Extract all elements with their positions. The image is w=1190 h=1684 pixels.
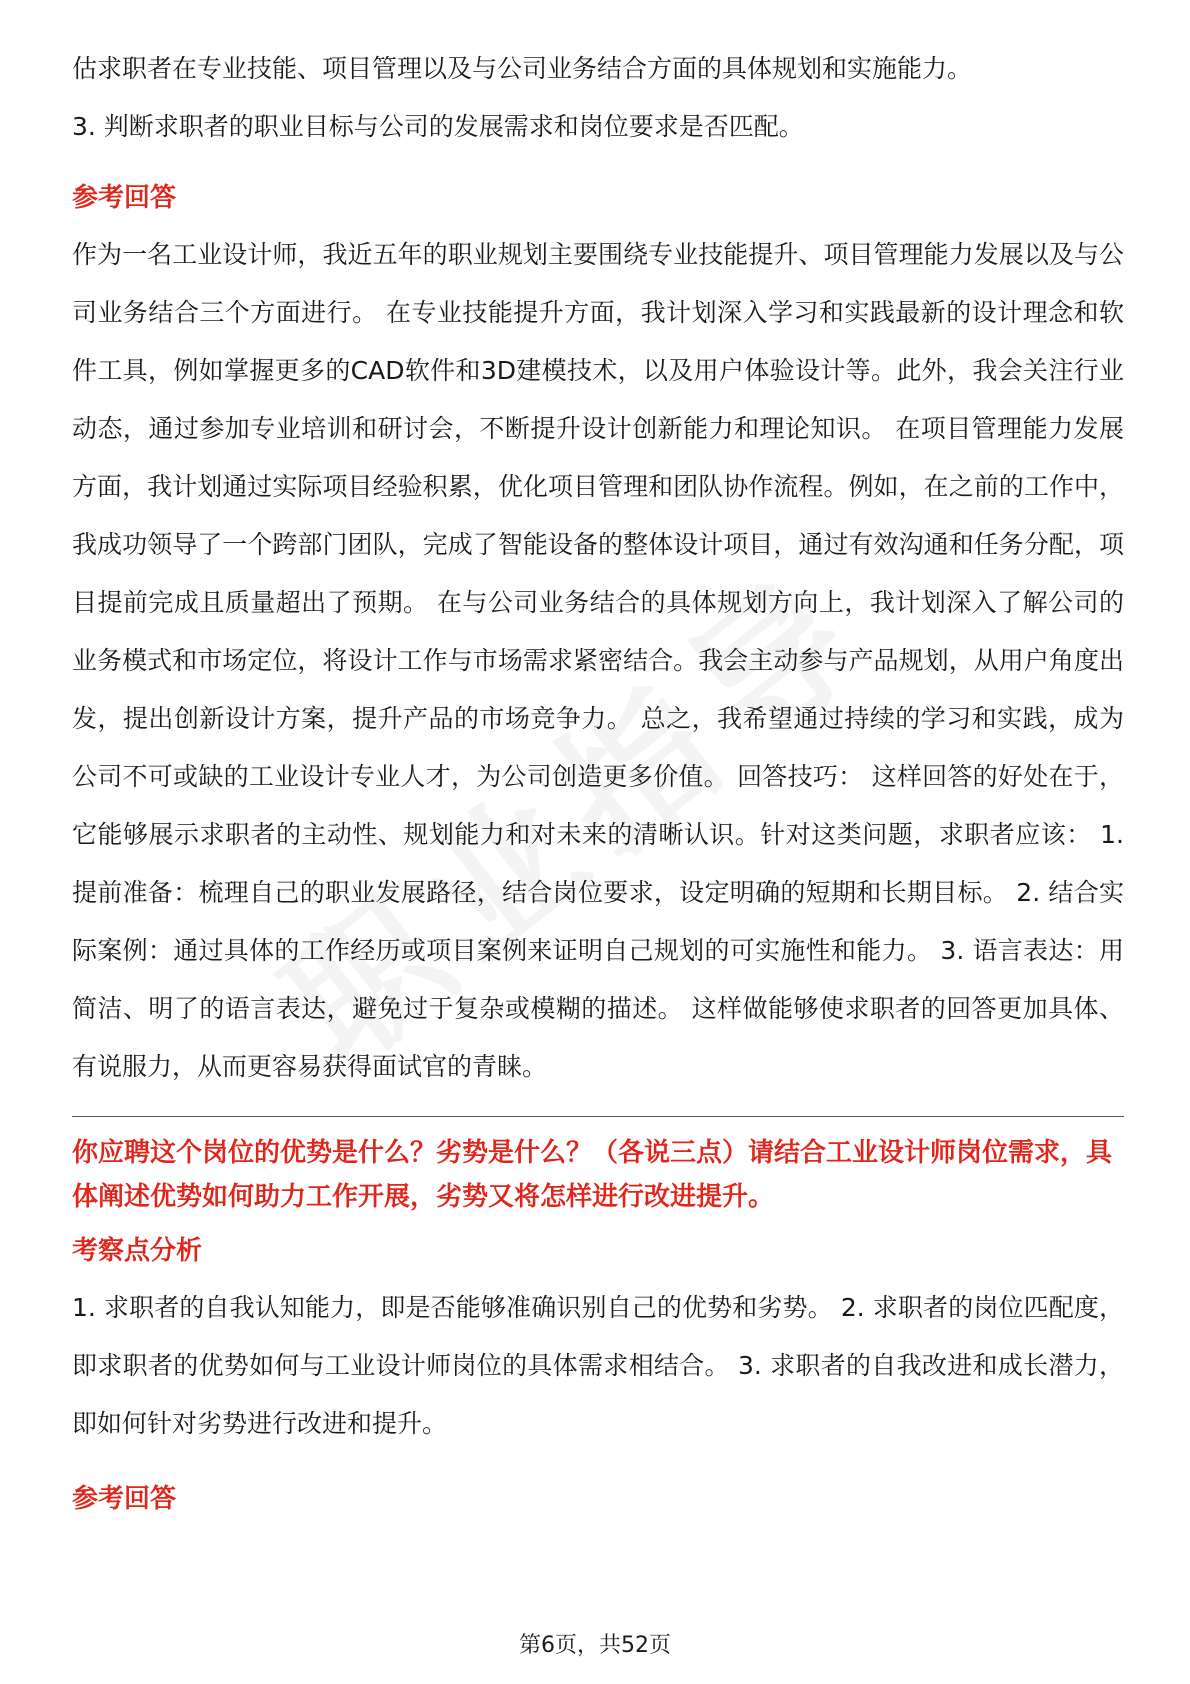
analysis-heading: 考察点分析 bbox=[72, 1236, 203, 1266]
analysis-body: 1. 求职者的自我认知能力，即是否能够准确识别自己的优势和劣势。 2. 求职者的岗位匹配度，即求职者的优势如何与工业设计师岗位的具体需求相结合。 3. 求职者的自我改进和成长潜力，即如何针对劣势进行改进和提升。 bbox=[72, 1293, 1124, 1438]
answer-heading-1: 参考回答 bbox=[72, 183, 177, 213]
interview-question: 你应聘这个岗位的优势是什么？劣势是什么？（各说三点）请结合工业设计师岗位需求，具体阐述优势如何助力工作开展，劣势又将怎样进行改进提升。 bbox=[72, 1138, 1113, 1212]
continuation-line-1: 估求职者在专业技能、项目管理以及与公司业务结合方面的具体规划和实施能力。 bbox=[72, 54, 973, 83]
answer-heading-2: 参考回答 bbox=[72, 1484, 177, 1514]
continuation-line-2: 3. 判断求职者的职业目标与公司的发展需求和岗位要求是否匹配。 bbox=[72, 112, 804, 141]
page-number: 第6页，共52页 bbox=[519, 1633, 671, 1658]
section-divider bbox=[72, 1116, 1124, 1117]
document-page bbox=[72, 40, 1124, 1527]
answer-body-1: 作为一名工业设计师，我近五年的职业规划主要围绕专业技能提升、项目管理能力发展以及与公司业务结合三个方面进行。 在专业技能提升方面，我计划深入学习和实践最新的设计理念和软件工具，例如掌握更多的CAD软件和3D建模技术，以及用户体验设计等。此外，我会关注行业动态，通过参加专业培训和研讨会，不断提升设计创新能力和理论知识。 在项目管理能力发展方面，我计划通过实际项目经验积累，优化项目管理和团队协作流程。例如，在之前的工作中，我成功领导了一个跨部门团队，完成了智能设备的整体设计项目，通过有效沟通和任务分配，项目提前完成且质量超出了预期。 在与公司业务结合的具体规划方向上，我计划深入了解公司的业务模式和市场定位，将设计工作与市场需求紧密结合。我会主动参与产品规划，从用户角度出发，提出创新设计方案，提升产品的市场竞争力。 总之，我希望通过持续的学习和实践，成为公司不可或缺的工业设计专业人才，为公司创造更多价值。 回答技巧： 这样回答的好处在于，它能够展示求职者的主动性、规划能力和对未来的清晰认识。针对这类问题，求职者应该： 1. 提前准备：梳理自己的职业发展路径，结合岗位要求，设定明确的短期和长期目标。 2. 结合实际案例：通过具体的工作经历或项目案例来证明自己规划的可实施性和能力。 3. 语言表达：用简洁、明了的语言表达，避免过于复杂或模糊的描述。 这样做能够使求职者的回答更加具体、有说服力，从而更容易获得面试官的青睐。 bbox=[72, 240, 1124, 1081]
